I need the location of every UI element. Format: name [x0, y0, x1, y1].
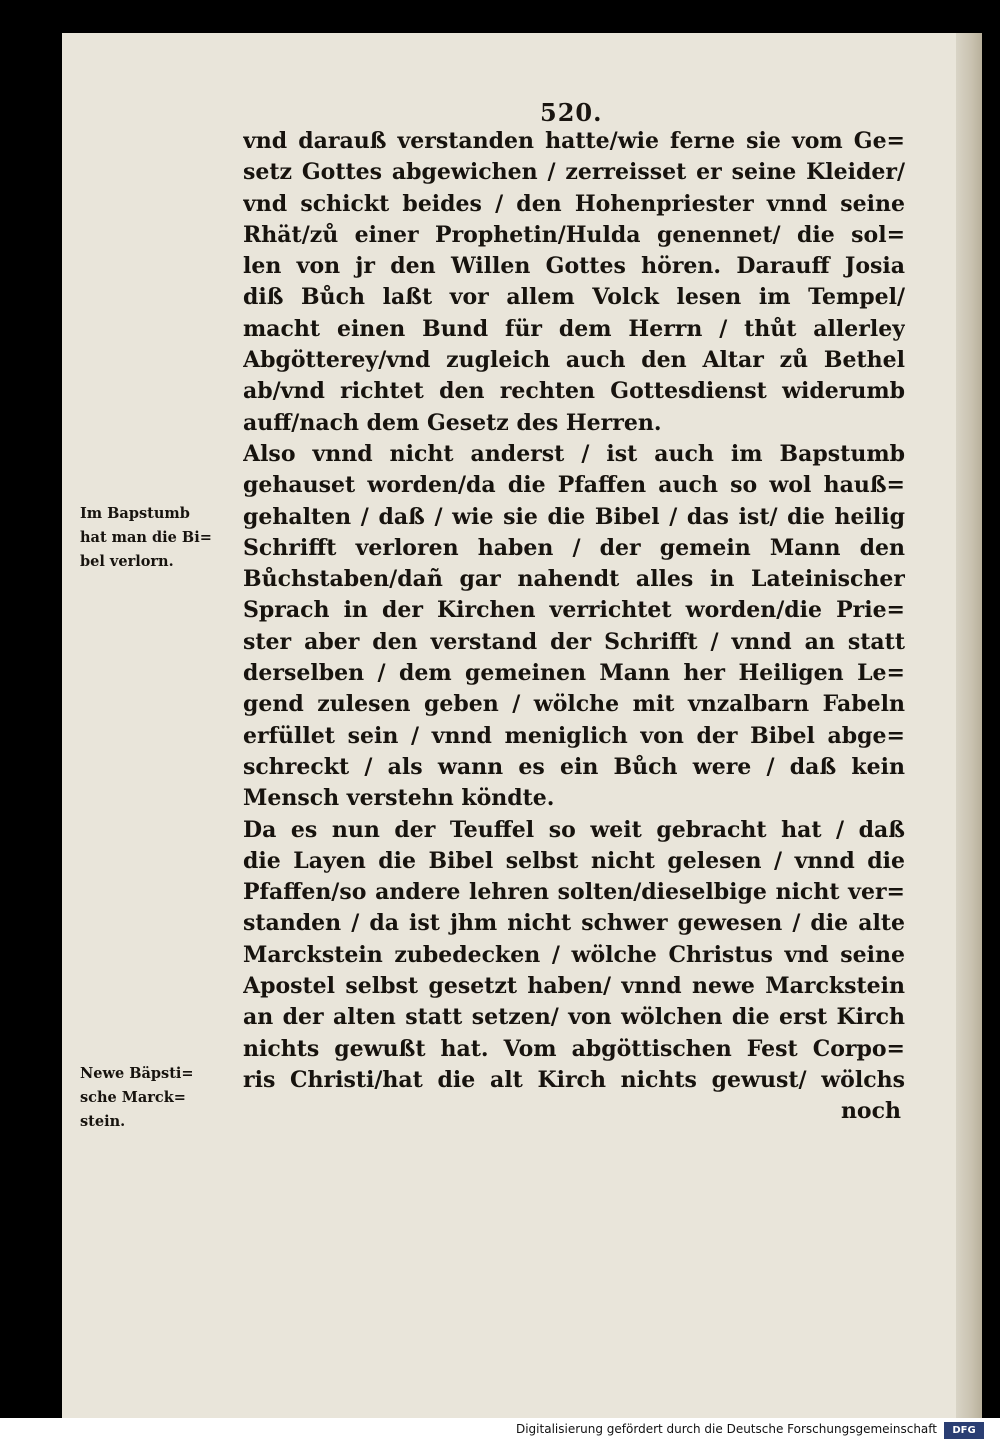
- text-line: an der alten statt setzen/ von wölchen die erst Kirch: [243, 1004, 905, 1031]
- text-line: Marckstein zubedecken / wölche Christus vnd seine: [243, 941, 905, 968]
- text-line: Also vnnd nicht anderst / ist auch im Bapstumb: [243, 440, 905, 467]
- marginal-note-line: bel verlorn.: [80, 553, 174, 570]
- text-line: ab/vnd richtet den rechten Gottesdienst widerumb: [243, 378, 905, 405]
- text-line: setz Gottes abgewichen / zerreisset er seine Kleider/: [243, 159, 905, 186]
- marginal-note-line: stein.: [80, 1113, 126, 1130]
- text-line: nichts gewußt hat. Vom abgöttischen Fest Corpo=: [243, 1035, 905, 1062]
- text-line: vnd schickt beides / den Hohenpriester vnnd seine: [243, 190, 905, 217]
- text-line: standen / da ist jhm nicht schwer gewesen / die alte: [243, 910, 905, 937]
- text-line: Bůchstaben/dañ gar nahendt alles in Lateinischer: [243, 566, 905, 593]
- catchword: noch: [840, 1098, 901, 1125]
- text-line: derselben / dem gemeinen Mann her Heiligen Le=: [243, 660, 905, 687]
- text-line: gehauset worden/da die Pfaffen auch so wol hauß=: [243, 472, 905, 499]
- text-line: Apostel selbst gesetzt haben/ vnnd newe Marckstein: [243, 973, 905, 1000]
- marginal-note-line: sche Marck=: [80, 1089, 186, 1106]
- text-line: gehalten / daß / wie sie die Bibel / das ist/ die heilig: [243, 503, 905, 530]
- text-line: vnd darauß verstanden hatte/wie ferne sie vom Ge=: [243, 128, 905, 154]
- text-line: schreckt / als wann es ein Bůch were / daß kein: [243, 753, 905, 780]
- marginal-note: [80, 502, 240, 574]
- dfg-logo: [944, 1422, 984, 1439]
- text-line: Rhät/zů einer Prophetin/Hulda genennet/ die sol=: [243, 221, 905, 248]
- text-line: Mensch verstehn köndte.: [243, 785, 555, 812]
- text-line: die Layen die Bibel selbst nicht gelesen / vnnd die: [243, 847, 905, 874]
- marginal-note-line: Newe Bäpsti=: [80, 1065, 194, 1082]
- marginal-note-line: Im Bapstumb: [80, 505, 190, 522]
- marginal-note: [80, 1062, 240, 1134]
- text-line: macht einen Bund für dem Herrn / thůt allerley: [243, 315, 905, 342]
- footer-bar: [0, 1418, 1000, 1443]
- text-line: ster aber den verstand der Schrifft / vnnd an statt: [243, 628, 905, 655]
- body-text: [243, 126, 905, 1128]
- text-line: Abgötterey/vnd zugleich auch den Altar zů Bethel: [243, 347, 905, 374]
- text-line: Sprach in der Kirchen verrichtet worden/die Prie=: [243, 597, 905, 624]
- text-line: diß Bůch laßt vor allem Volck lesen im Tempel/: [243, 284, 905, 311]
- text-line: auff/nach dem Gesetz des Herren.: [243, 409, 662, 436]
- text-line: Da es nun der Teuffel so weit gebracht hat / daß: [243, 816, 905, 843]
- text-line: erfüllet sein / vnnd meniglich von der Bibel abge=: [243, 722, 905, 749]
- text-line: len von jr den Willen Gottes hören. Darauff Josia: [243, 253, 905, 280]
- marginal-note-line: hat man die Bi=: [80, 529, 212, 546]
- page-edge: [956, 33, 982, 1418]
- dfg-logo-text: DFG: [952, 1425, 976, 1436]
- funding-credit: Digitalisierung gefördert durch die Deutsche Forschungsgemeinschaft: [515, 1422, 937, 1436]
- text-line: Schrifft verloren haben / der gemein Mann den: [243, 534, 905, 561]
- text-line: gend zulesen geben / wölche mit vnzalbarn Fabeln: [243, 691, 905, 718]
- text-line: Pfaffen/so andere lehren solten/dieselbige nicht ver=: [243, 879, 905, 906]
- text-line: ris Christi/hat die alt Kirch nichts gewust/ wölchs: [243, 1066, 905, 1093]
- page-number: 520.: [540, 98, 603, 127]
